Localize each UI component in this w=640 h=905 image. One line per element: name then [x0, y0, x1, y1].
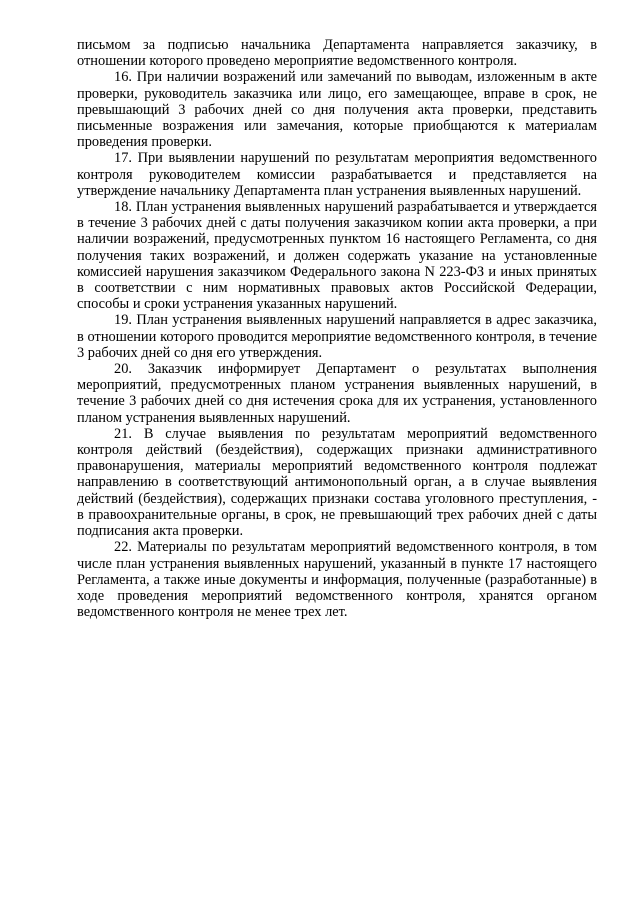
- paragraph-20: 20. Заказчик информирует Департамент о результатах выполнения мероприятий, предусмотренных планом устранения выявленных нарушений, в течение 3 рабочих дней со дня истечения срока для их устранения, установленного планом устранения выявленных нарушений.: [77, 361, 597, 426]
- paragraph-21: 21. В случае выявления по результатам мероприятий ведомственного контроля действий (бездействия), содержащих признаки административного правонарушения, материалы мероприятий ведомственного контроля подлежат направлению в соответствующий антимонопольный орган, а в случае выявления действий (бездействия), содержащих признаки состава уголовного преступления, - в правоохранительные органы, в срок, не превышающий трех рабочих дней с даты подписания акта проверки.: [77, 425, 597, 540]
- paragraph-continuation: письмом за подписью начальника Департамента направляется заказчику, в отношении которого проведено мероприятие ведомственного контроля.: [77, 37, 597, 70]
- paragraph-17: 17. При выявлении нарушений по результатам мероприятия ведомственного контроля руководителем комиссии разрабатывается и представляется на утверждение начальнику Департамента план устранения выявленных нарушений.: [77, 150, 597, 199]
- document-page: [77, 37, 597, 620]
- paragraph-18: 18. План устранения выявленных нарушений разрабатывается и утверждается в течение 3 рабочих дней с даты получения заказчиком копии акта проверки, а при наличии возражений, предусмотренных пунктом 16 настоящего Регламента, со дня получения таких возражений, и должен содержать указание на установленные комиссией нарушения заказчиком Федерального закона N 223-ФЗ и иных принятых в соответствии с ним нормативных правовых актов Российской Федерации, способы и сроки устранения указанных нарушений.: [77, 199, 597, 313]
- paragraph-19: 19. План устранения выявленных нарушений направляется в адрес заказчика, в отношении которого проводится мероприятие ведомственного контроля, в течение 3 рабочих дней со дня его утверждения.: [77, 312, 597, 361]
- paragraph-16: 16. При наличии возражений или замечаний по выводам, изложенным в акте проверки, руководитель заказчика или лицо, его замещающее, вправе в срок, не превышающий 3 рабочих дней со дня получения акта проверки, представить письменные возражения или замечания, которые приобщаются к материалам проведения проверки.: [77, 69, 597, 151]
- paragraph-22: 22. Материалы по результатам мероприятий ведомственного контроля, в том числе план устранения выявленных нарушений, указанный в пункте 17 настоящего Регламента, а также иные документы и информация, полученные (разработанные) в ходе проведения мероприятий ведомственного контроля, хранятся органом ведомственного контроля не менее трех лет.: [77, 539, 597, 621]
